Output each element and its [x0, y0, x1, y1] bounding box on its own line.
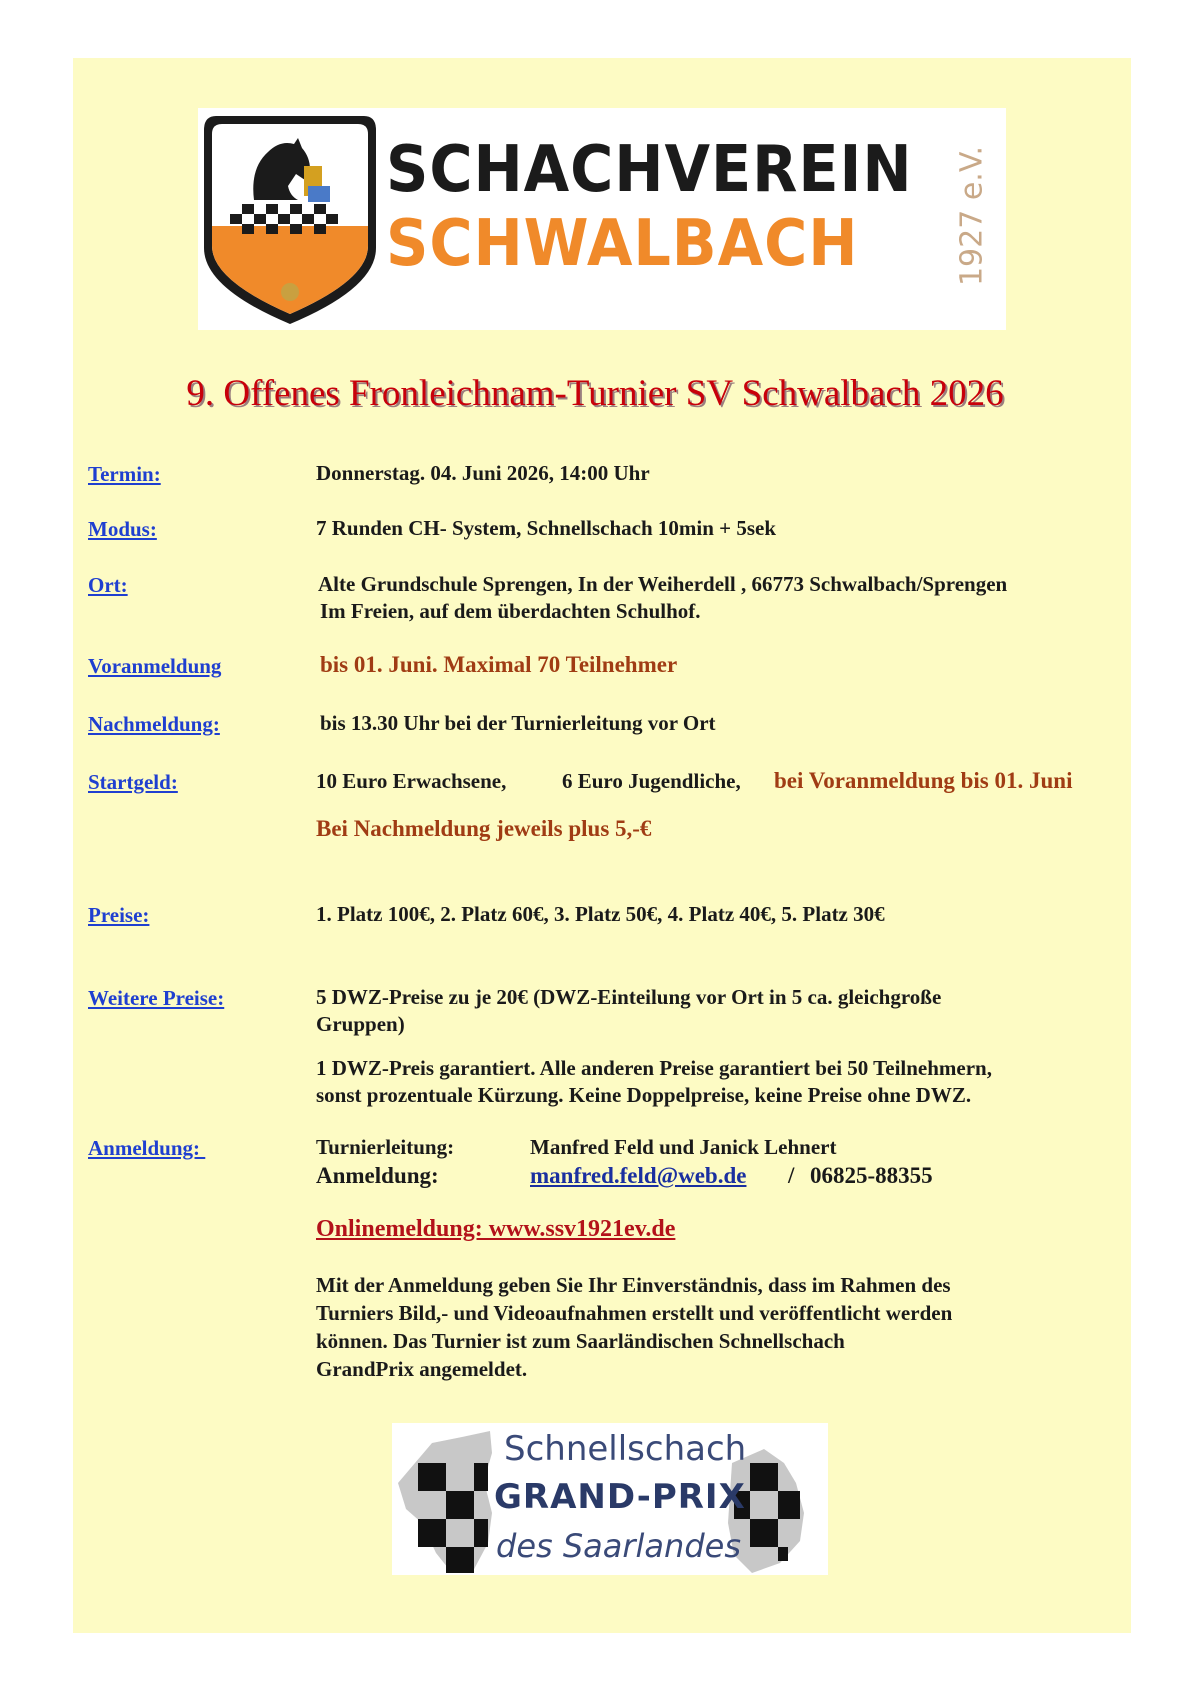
- termin-value: Donnerstag. 04. Juni 2026, 14:00 Uhr: [316, 461, 650, 485]
- consent-line1: Mit der Anmeldung geben Sie Ihr Einverständnis, dass im Rahmen des: [316, 1273, 951, 1297]
- consent-line3: können. Das Turnier ist zum Saarländischen Schnellschach: [316, 1329, 845, 1353]
- turnierleitung-label: Turnierleitung:: [316, 1135, 455, 1159]
- weitere-preise-line2: Gruppen): [316, 1012, 405, 1036]
- phone-number: 06825-88355: [810, 1163, 933, 1188]
- consent-line2: Turniers Bild,- und Videoaufnahmen erstellt und veröffentlicht werden: [316, 1301, 953, 1325]
- startgeld-late: Bei Nachmeldung jeweils plus 5,-€: [316, 816, 652, 841]
- ort-label: Ort:: [88, 573, 128, 597]
- club-shield-icon: [198, 108, 382, 330]
- voranmeldung-value: bis 01. Juni. Maximal 70 Teilnehmer: [320, 652, 678, 677]
- modus-value: 7 Runden CH- System, Schnellschach 10min + 5sek: [316, 516, 777, 540]
- startgeld-label: Startgeld:: [88, 770, 178, 794]
- consent-line4: GrandPrix angemeldet.: [316, 1357, 528, 1381]
- contact-separator: /: [788, 1163, 795, 1188]
- weitere-preise-line3: 1 DWZ-Preis garantiert. Alle anderen Preise garantiert bei 50 Teilnehmern,: [316, 1056, 992, 1080]
- page-title: 9. Offenes Fronleichnam-Turnier SV Schwalbach 2026: [186, 373, 1004, 414]
- grandprix-line1: Schnellschach: [504, 1429, 747, 1469]
- preise-value: 1. Platz 100€, 2. Platz 60€, 3. Platz 50€, 4. Platz 40€, 5. Platz 30€: [316, 902, 885, 926]
- modus-label: Modus:: [88, 517, 157, 541]
- anmeldung-label: Anmeldung:: [88, 1136, 206, 1160]
- ort-line2: Im Freien, auf dem überdachten Schulhof.: [320, 599, 701, 623]
- startgeld-deadline: bei Voranmeldung bis 01. Juni: [774, 768, 1073, 793]
- club-founding-year: 1927 e.V.: [954, 145, 990, 287]
- grandprix-line3: des Saarlandes: [496, 1527, 741, 1565]
- weitere-preise-line1: 5 DWZ-Preise zu je 20€ (DWZ-Einteilung vor Ort in 5 ca. gleichgroße: [316, 985, 942, 1009]
- anmeldung-contact-label: Anmeldung:: [316, 1163, 439, 1188]
- email-link[interactable]: manfred.feld@web.de: [530, 1163, 747, 1188]
- club-logo: [198, 108, 1006, 330]
- voranmeldung-label: Voranmeldung: [88, 654, 222, 678]
- club-name-line2: SCHWALBACH: [386, 207, 859, 281]
- nachmeldung-label: Nachmeldung:: [88, 712, 220, 736]
- weitere-preise-line4: sonst prozentuale Kürzung. Keine Doppelpreise, keine Preise ohne DWZ.: [316, 1083, 972, 1107]
- online-registration-link[interactable]: Onlinemeldung: www.ssv1921ev.de: [316, 1216, 676, 1242]
- ort-line1: Alte Grundschule Sprengen, In der Weiherdell , 66773 Schwalbach/Sprengen: [318, 572, 1008, 596]
- grandprix-line2: GRAND-PRIX: [494, 1477, 746, 1517]
- termin-label: Termin:: [88, 462, 161, 486]
- turnierleitung-value: Manfred Feld und Janick Lehnert: [530, 1135, 837, 1159]
- startgeld-youth: 6 Euro Jugendliche,: [562, 769, 741, 793]
- preise-label: Preise:: [88, 903, 150, 927]
- nachmeldung-value: bis 13.30 Uhr bei der Turnierleitung vor Ort: [320, 711, 716, 735]
- club-name-line1: SCHACHVEREIN: [386, 133, 913, 207]
- startgeld-adults: 10 Euro Erwachsene,: [316, 769, 507, 793]
- weitere-preise-label: Weitere Preise:: [88, 986, 225, 1010]
- grandprix-logo: [392, 1423, 828, 1575]
